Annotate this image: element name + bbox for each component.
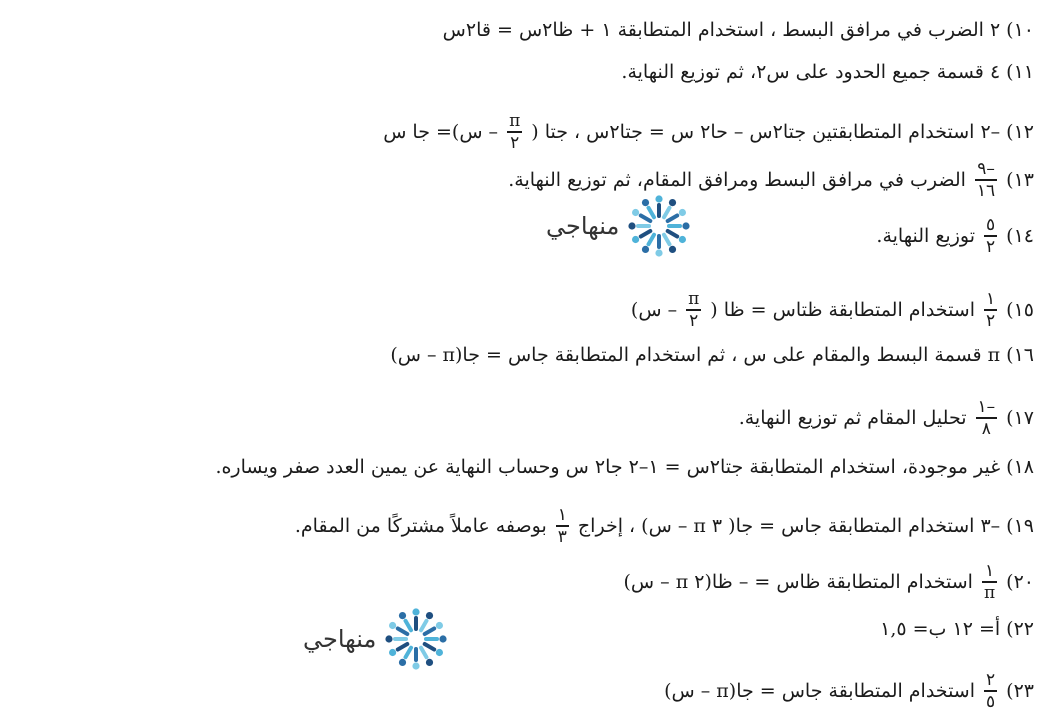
manhaji-logo-icon xyxy=(382,605,450,673)
logo-figure-head xyxy=(386,635,393,642)
fraction xyxy=(507,112,522,152)
logo-figure-body xyxy=(668,231,678,237)
fraction-numerator: ٢ xyxy=(986,670,996,690)
logo-figure-body xyxy=(421,648,427,658)
answer-number: ١٨) xyxy=(1006,456,1034,478)
answer-text: استخدام المتطابقة ظاس = – ظا(٢ π – س) xyxy=(623,571,973,593)
logo-figure-body xyxy=(398,629,408,635)
fraction-numerator: ١ xyxy=(557,505,567,525)
answer-line-15 xyxy=(631,290,1034,330)
logo-figure-head xyxy=(436,649,443,656)
logo-text: منهاجي xyxy=(303,625,377,653)
answer-number: ٢٣) xyxy=(1006,680,1034,702)
fraction-denominator: ٨ xyxy=(981,419,991,439)
fraction-denominator: ٢ xyxy=(986,311,996,331)
answer-text-tail: – س)= جا س xyxy=(383,121,499,143)
answer-text: توزيع النهاية. xyxy=(876,225,976,247)
answer-line-16 xyxy=(390,343,1034,367)
fraction-denominator: ١٦ xyxy=(976,181,996,201)
manhaji-logo xyxy=(546,192,693,260)
fraction-numerator: ١ xyxy=(986,289,996,309)
logo-figure-body xyxy=(425,644,435,650)
fraction xyxy=(975,160,997,200)
logo-figure-body xyxy=(421,621,427,631)
answer-text: استخدام المتطابقة ظتاس = ظا ( xyxy=(710,299,976,321)
logo-figure-head xyxy=(679,236,686,243)
fraction xyxy=(984,671,997,711)
answer-line-22 xyxy=(880,617,1034,641)
answer-number: ١٩) xyxy=(1006,515,1034,537)
logo-figure-head xyxy=(683,222,690,229)
fraction xyxy=(984,290,997,330)
logo-figure-head xyxy=(669,199,676,206)
answer-text-tail: – س) xyxy=(630,299,678,321)
answer-line-18 xyxy=(215,455,1034,479)
answer-number: ١١) xyxy=(1006,61,1034,83)
logo-figure-head xyxy=(656,249,663,256)
logo-figure-head xyxy=(440,635,447,642)
logo-figure-body xyxy=(406,621,412,631)
logo-figure-body xyxy=(668,216,678,222)
fraction-denominator: ٥ xyxy=(986,692,996,712)
logo-figure-head xyxy=(426,659,433,666)
fraction-denominator: π xyxy=(983,583,996,603)
fraction-denominator: ٣ xyxy=(557,527,567,547)
logo-figure-head xyxy=(642,199,649,206)
fraction-denominator: ٢ xyxy=(689,311,699,331)
logo-figure-head xyxy=(679,209,686,216)
fraction xyxy=(982,562,997,602)
fraction-numerator: –١ xyxy=(977,397,996,417)
logo-figure-head xyxy=(399,612,406,619)
answer-number: ٢٠) xyxy=(1006,571,1034,593)
logo-figure-body xyxy=(641,231,651,237)
answer-text: غير موجودة، استخدام المتطابقة جتا٢س = ١–٢ جا٢ س وحساب النهاية عن يمين العدد صفر ويساره. xyxy=(215,456,1001,478)
answer-text: الضرب في مرافق البسط ومرافق المقام، ثم توزيع النهاية. xyxy=(508,169,966,191)
manhaji-logo xyxy=(303,605,450,673)
logo-figure-head xyxy=(656,195,663,202)
fraction xyxy=(976,398,998,438)
logo-figure-head xyxy=(629,222,636,229)
answer-line-11 xyxy=(621,60,1034,84)
answer-text: –٣ استخدام المتطابقة جاس = جا( ٣ π – س) ، إخراج xyxy=(577,515,1001,537)
logo-figure-head xyxy=(413,662,420,669)
fraction-numerator: ٥ xyxy=(986,215,996,235)
manhaji-logo-icon xyxy=(625,192,693,260)
logo-figure-head xyxy=(389,649,396,656)
fraction-numerator: π xyxy=(688,289,700,309)
fraction-numerator: ١ xyxy=(985,561,995,581)
answer-line-17 xyxy=(739,398,1034,438)
answer-line-23 xyxy=(664,671,1034,711)
answer-text: π قسمة البسط والمقام على س ، ثم استخدام المتطابقة جاس = جا(π – س) xyxy=(390,344,1001,366)
answer-text: ٢ الضرب في مرافق البسط ، استخدام المتطابقة ١ + ظا٢س = قا٢س xyxy=(442,19,1001,41)
answer-number: ١٣) xyxy=(1006,169,1034,191)
answer-text: –٢ استخدام المتطابقتين جتا٢س – حا٢ س = جتا٢س ، جتا ( xyxy=(531,121,1001,143)
answer-number: ٢٢) xyxy=(1006,618,1034,640)
fraction xyxy=(984,216,997,256)
logo-figure-head xyxy=(632,236,639,243)
answer-line-12 xyxy=(383,112,1034,152)
answer-text-tail: بوصفه عاملاً مشتركًا من المقام. xyxy=(294,515,547,537)
logo-figure-head xyxy=(413,608,420,615)
logo-figure-head xyxy=(642,246,649,253)
answer-line-14 xyxy=(876,216,1034,256)
fraction-denominator: ٢ xyxy=(510,133,520,153)
answer-line-10 xyxy=(443,18,1034,42)
logo-text: منهاجي xyxy=(546,212,620,240)
logo-figure-head xyxy=(632,209,639,216)
fraction xyxy=(686,290,701,330)
answer-number: ١٠) xyxy=(1006,19,1034,41)
answer-text: استخدام المتطابقة جاس = جا(π – س) xyxy=(664,680,976,702)
logo-figure-head xyxy=(426,612,433,619)
answer-number: ١٢) xyxy=(1006,121,1034,143)
answer-text: أ= ١٢ ب= ١,٥ xyxy=(880,618,1001,640)
logo-figure-body xyxy=(425,629,435,635)
logo-figure-head xyxy=(399,659,406,666)
logo-figure-body xyxy=(398,644,408,650)
answer-text: تحليل المقام ثم توزيع النهاية. xyxy=(738,407,967,429)
logo-figure-head xyxy=(669,246,676,253)
answer-number: ١٤) xyxy=(1006,225,1034,247)
logo-figure-head xyxy=(436,622,443,629)
logo-figure-body xyxy=(649,235,655,245)
answer-number: ١٥) xyxy=(1006,299,1034,321)
answer-line-19 xyxy=(295,506,1034,546)
fraction-denominator: ٢ xyxy=(986,237,996,257)
logo-figure-body xyxy=(664,208,670,218)
logo-figure-head xyxy=(389,622,396,629)
logo-figure-body xyxy=(641,216,651,222)
fraction-numerator: π xyxy=(509,111,521,131)
logo-figure-body xyxy=(406,648,412,658)
logo-figure-body xyxy=(664,235,670,245)
answer-text: ٤ قسمة جميع الحدود على س٢، ثم توزيع النهاية. xyxy=(621,61,1001,83)
answer-number: ١٧) xyxy=(1006,407,1034,429)
answer-line-20 xyxy=(624,562,1035,602)
fraction-numerator: –٩ xyxy=(977,159,995,179)
logo-figure-body xyxy=(649,208,655,218)
answer-number: ١٦) xyxy=(1006,344,1034,366)
fraction xyxy=(556,506,569,546)
